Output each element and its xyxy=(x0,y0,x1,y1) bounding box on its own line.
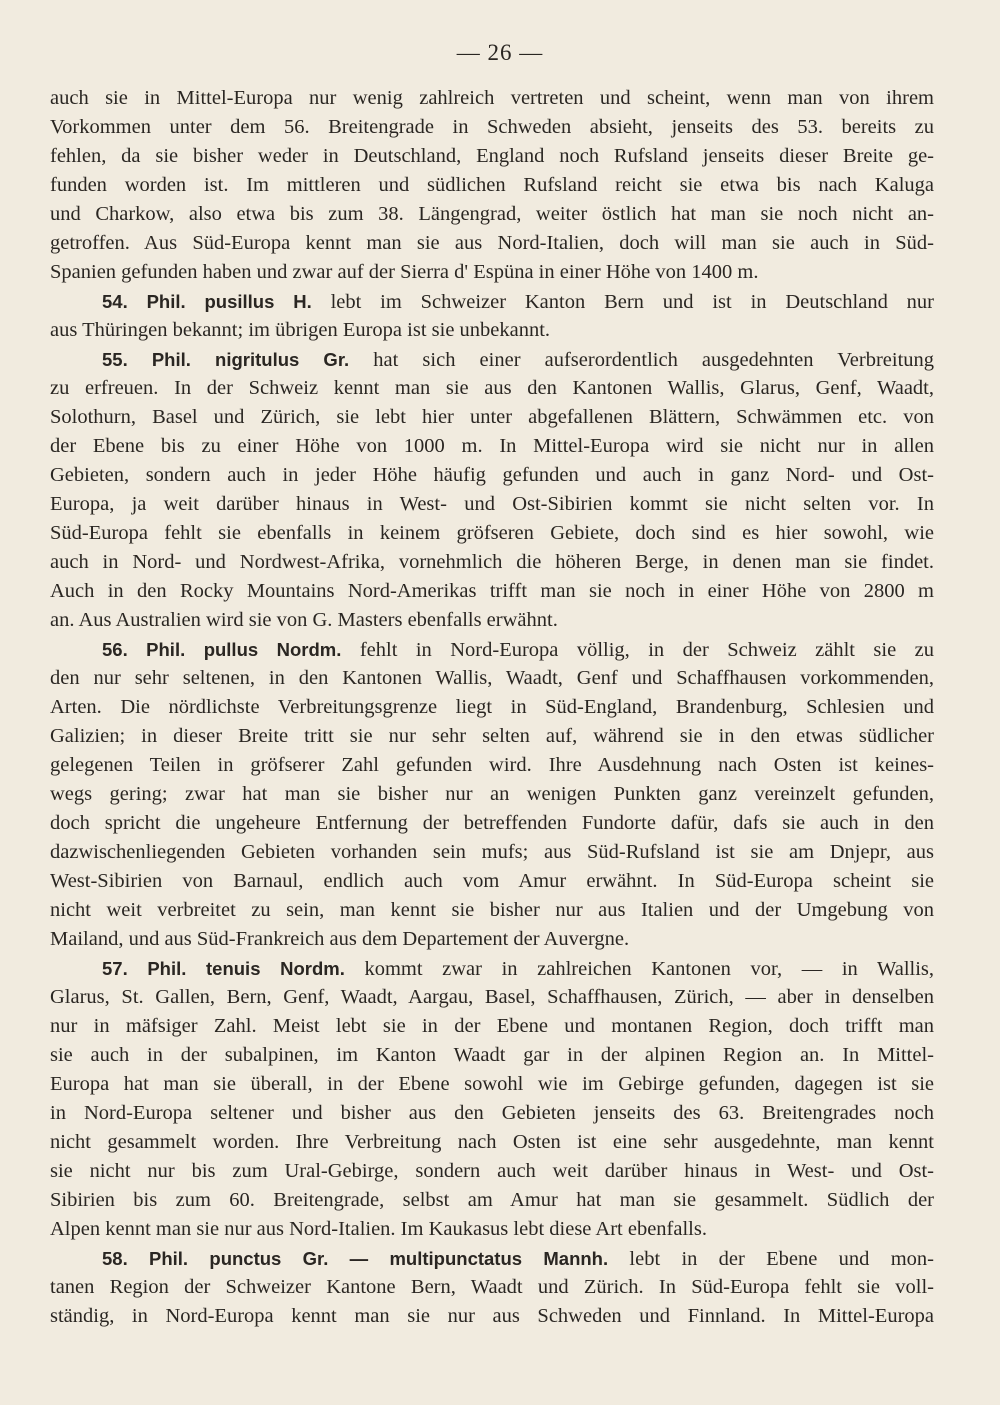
line-text: getroffen. Aus Süd-Europa kennt man sie aus Nord-Italien, doch will man sie auch in Süd- xyxy=(50,232,934,254)
line-text: Süd-Europa fehlt sie ebenfalls in keinem gröfseren Gebiete, doch sind es hier sowohl, wie xyxy=(50,522,934,544)
text-line xyxy=(50,1215,934,1244)
text-line xyxy=(50,751,934,780)
text-line xyxy=(50,461,934,490)
line-text: ständig, in Nord-Europa kennt man sie nur aus Schweden und Finnland. In Mittel-Europa xyxy=(50,1305,934,1327)
line-text: funden worden ist. Im mittleren und südlichen Rufsland reicht sie etwa bis nach Kaluga xyxy=(50,174,934,196)
text-line xyxy=(50,606,934,635)
line-text: Spanien gefunden haben und zwar auf der Sierra d' Espüna in einer Höhe von 1400 m. xyxy=(50,261,759,283)
line-text: Galizien; in dieser Breite tritt sie nur sehr selten auf, während sie in den etwas südlicher xyxy=(50,725,934,747)
entry-heading-line xyxy=(50,635,934,664)
line-text: nicht gesammelt worden. Ihre Verbreitung nach Osten ist eine sehr ausgedehnte, man kennt xyxy=(50,1131,934,1153)
line-text: hat sich einer aufserordentlich ausgedehnten Verbreitung xyxy=(373,349,935,371)
species-name: Phil. tenuis Nordm. xyxy=(147,958,345,979)
text-line xyxy=(50,1041,934,1070)
line-text: tanen Region der Schweizer Kantone Bern, Waadt und Zürich. In Süd-Europa fehlt sie voll- xyxy=(50,1276,934,1298)
line-text: Glarus, St. Gallen, Bern, Genf, Waadt, Aargau, Basel, Schaffhausen, Zürich, — aber in denselben xyxy=(50,986,934,1008)
text-line xyxy=(50,1128,934,1157)
text-line xyxy=(50,722,934,751)
line-text: Vorkommen unter dem 56. Breitengrade in Schweden absieht, jenseits des 53. bereits zu xyxy=(50,116,934,138)
text-line xyxy=(50,142,934,171)
entry-number: 55. xyxy=(102,349,128,370)
species-name: Phil. punctus Gr. — multipunctatus Mannh. xyxy=(149,1248,609,1269)
text-line xyxy=(50,664,934,693)
text-line xyxy=(50,374,934,403)
line-text: der Ebene bis zu einer Höhe von 1000 m. In Mittel-Europa wird sie nicht nur in allen xyxy=(50,435,934,457)
text-line xyxy=(50,1273,934,1302)
text-line xyxy=(50,490,934,519)
text-line xyxy=(50,896,934,925)
line-text: den nur sehr seltenen, in den Kantonen Wallis, Waadt, Genf und Schaffhausen vorkommenden, xyxy=(50,667,934,689)
text-line xyxy=(50,229,934,258)
text-line xyxy=(50,577,934,606)
line-text: Mailand, und aus Süd-Frankreich aus dem Departement der Auvergne. xyxy=(50,928,630,950)
entry-heading-line xyxy=(50,345,934,374)
text-line xyxy=(50,1302,934,1331)
line-text: nur in mäfsiger Zahl. Meist lebt sie in der Ebene und montanen Region, doch trifft man xyxy=(50,1015,934,1037)
text-line xyxy=(50,403,934,432)
line-text: kommt zwar in zahlreichen Kantonen vor, — in Wallis, xyxy=(364,958,935,980)
text-line xyxy=(50,1099,934,1128)
text-line xyxy=(50,1157,934,1186)
text-line xyxy=(50,200,934,229)
line-text: lebt im Schweizer Kanton Bern und ist in Deutschland nur xyxy=(330,291,934,313)
line-text: fehlen, da sie bisher weder in Deutschland, England noch Rufsland jenseits dieser Breite ge- xyxy=(50,145,934,167)
line-text: Alpen kennt man sie nur aus Nord-Italien. Im Kaukasus lebt diese Art ebenfalls. xyxy=(50,1218,707,1240)
text-line xyxy=(50,925,934,954)
text-line xyxy=(50,983,934,1012)
line-text: dazwischenliegenden Gebieten vorhanden sein mufs; aus Süd-Rufsland ist sie am Dnjepr, aus xyxy=(50,841,934,863)
text-line xyxy=(50,1012,934,1041)
entry-number: 57. xyxy=(102,958,128,979)
text-line xyxy=(50,84,934,113)
line-text: wegs gering; zwar hat man sie bisher nur an wenigen Punkten ganz vereinzelt gefunden, xyxy=(50,783,934,805)
line-text: sie auch in der subalpinen, im Kanton Waadt gar in der alpinen Region an. In Mittel- xyxy=(50,1044,934,1066)
species-name: Phil. pusillus H. xyxy=(146,291,312,312)
line-text: und Charkow, also etwa bis zum 38. Längengrad, weiter östlich hat man sie noch nicht an- xyxy=(50,203,934,225)
text-line xyxy=(50,693,934,722)
line-text: doch spricht die ungeheure Entfernung der betreffenden Fundorte dafür, dafs sie auch in den xyxy=(50,812,934,834)
text-line xyxy=(50,867,934,896)
text-column xyxy=(50,84,934,1331)
text-line xyxy=(50,113,934,142)
entry-number: 56. xyxy=(102,639,128,660)
text-line xyxy=(50,780,934,809)
line-text: zu erfreuen. In der Schweiz kennt man sie aus den Kantonen Wallis, Glarus, Genf, Waadt, xyxy=(50,377,934,399)
line-text: aus Thüringen bekannt; im übrigen Europa ist sie unbekannt. xyxy=(50,319,551,341)
line-text: auch in Nord- und Nordwest-Afrika, vornehmlich die höheren Berge, in denen man sie findet. xyxy=(50,551,934,573)
line-text: sie nicht nur bis zum Ural-Gebirge, sondern auch weit darüber hinaus in West- und Ost- xyxy=(50,1160,934,1182)
text-line xyxy=(50,171,934,200)
text-line xyxy=(50,809,934,838)
line-text: Europa, ja weit darüber hinaus in West- und Ost-Sibirien kommt sie nicht selten vor. In xyxy=(50,493,934,515)
page-number: — 26 — xyxy=(456,40,544,65)
text-line xyxy=(50,1186,934,1215)
line-text: Europa hat man sie überall, in der Ebene sowohl wie im Gebirge gefunden, dagegen ist sie xyxy=(50,1073,934,1095)
text-line xyxy=(50,519,934,548)
line-text: in Nord-Europa seltener und bisher aus den Gebieten jenseits des 63. Breitengrades noch xyxy=(50,1102,934,1124)
line-text: nicht weit verbreitet zu sein, man kennt sie bisher nur aus Italien und der Umgebung von xyxy=(50,899,934,921)
line-text: Auch in den Rocky Mountains Nord-Amerikas trifft man sie noch in einer Höhe von 2800 m xyxy=(50,580,934,602)
line-text: an. Aus Australien wird sie von G. Masters ebenfalls erwähnt. xyxy=(50,609,558,631)
species-name: Phil. pullus Nordm. xyxy=(146,639,342,660)
text-line xyxy=(50,838,934,867)
line-text: Sibirien bis zum 60. Breitengrade, selbst am Amur hat man sie gesammelt. Südlich der xyxy=(50,1189,934,1211)
line-text: Gebieten, sondern auch in jeder Höhe häufig gefunden und auch in ganz Nord- und Ost- xyxy=(50,464,934,486)
line-text: auch sie in Mittel-Europa nur wenig zahlreich vertreten und scheint, wenn man von ihrem xyxy=(50,87,934,109)
entry-number: 58. xyxy=(102,1248,128,1269)
entry-number: 54. xyxy=(102,291,128,312)
text-line xyxy=(50,432,934,461)
text-line xyxy=(50,1070,934,1099)
line-text: Solothurn, Basel und Zürich, sie lebt hier unter abgefallenen Blättern, Schwämmen etc. von xyxy=(50,406,934,428)
species-name: Phil. nigritulus Gr. xyxy=(151,349,350,370)
entry-heading-line xyxy=(50,954,934,983)
entry-heading-line xyxy=(50,287,934,316)
text-line xyxy=(50,258,934,287)
line-text: lebt in der Ebene und mon- xyxy=(629,1248,934,1270)
line-text: Arten. Die nördlichste Verbreitungsgrenze liegt in Süd-England, Brandenburg, Schlesien und xyxy=(50,696,934,718)
text-line xyxy=(50,548,934,577)
text-line xyxy=(50,316,934,345)
line-text: West-Sibirien von Barnaul, endlich auch vom Amur erwähnt. In Süd-Europa scheint sie xyxy=(50,870,934,892)
entry-heading-line xyxy=(50,1244,934,1273)
line-text: gelegenen Teilen in gröfserer Zahl gefunden wird. Ihre Ausdehnung nach Osten ist keines- xyxy=(50,754,934,776)
line-text: fehlt in Nord-Europa völlig, in der Schweiz zählt sie zu xyxy=(359,639,934,661)
